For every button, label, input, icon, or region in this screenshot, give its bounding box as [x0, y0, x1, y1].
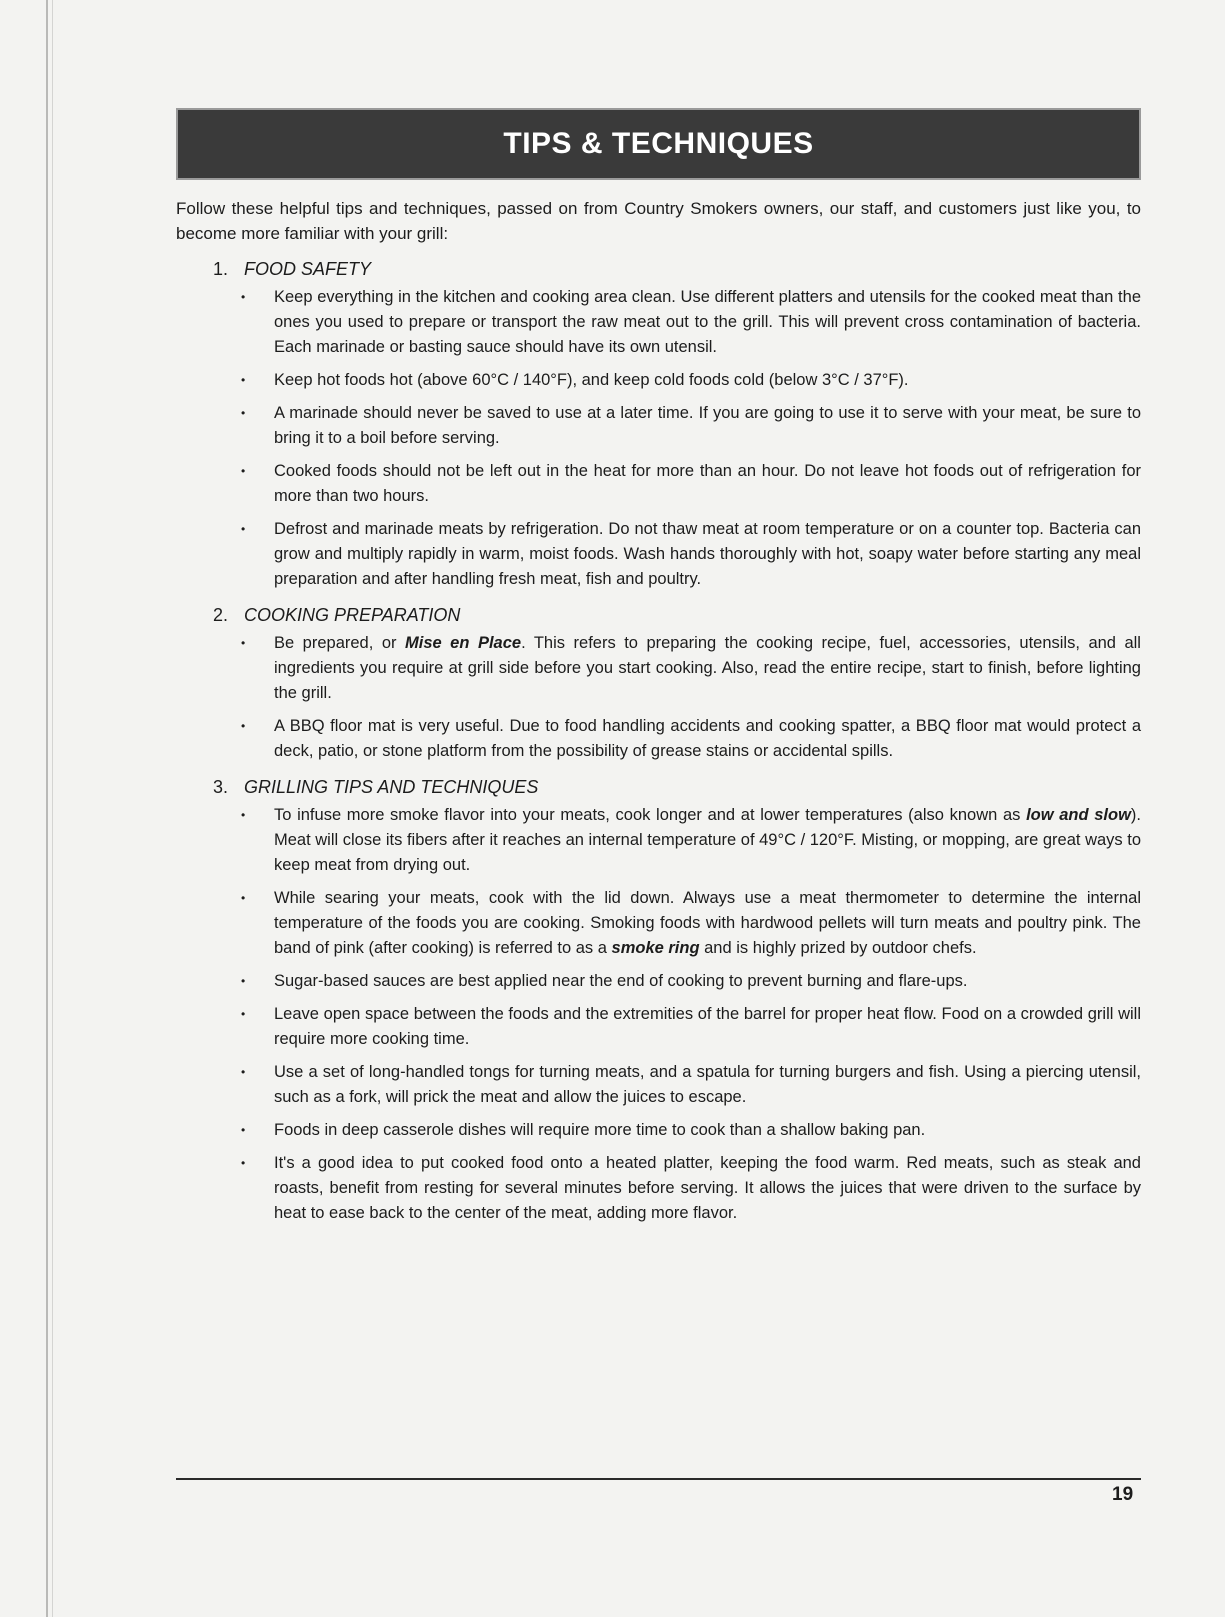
- bullet-item: [274, 886, 1141, 961]
- bullet-text: and is highly prized by outdoor chefs.: [699, 939, 977, 957]
- bullet-text: Be prepared, or: [274, 634, 405, 652]
- bullet-item: • Use a set of long-handled tongs for turning meats, and a spatula for turning burgers and fish. Using a piercing utensil, such as a fork, will prick the meat and allow the juices to escape.: [274, 1060, 1141, 1110]
- section-number: 1.: [213, 259, 229, 279]
- bullet-item: • A BBQ floor mat is very useful. Due to food handling accidents and cooking spatter, a BBQ floor mat would protect a deck, patio, or stone platform from the possibility of grease stains or accidental spills.: [274, 714, 1141, 764]
- bullet-item: [274, 631, 1141, 706]
- bullet-item: [274, 803, 1141, 878]
- bullet-text: . This refers to preparing the cooking recipe, fuel, accessories, utensils, and all ingredients you require at grill side before you start cooking. Also, read the entire recipe, start to finish, before lighting the grill.: [274, 634, 1141, 702]
- bullet-list: [176, 803, 1141, 1226]
- page-title: TIPS & TECHNIQUES: [503, 127, 814, 160]
- section: [176, 774, 1141, 1226]
- bullet-item: • It's a good idea to put cooked food onto a heated platter, keeping the food warm. Red meats, such as steak and roasts, benefit from resting for several minutes before serving. It allows the juices that were driven to the surface by heat to ease back to the center of the meat, adding more flavor.: [274, 1151, 1141, 1226]
- title-banner: [176, 108, 1141, 180]
- section-heading: [213, 774, 1141, 800]
- section-title: FOOD SAFETY: [244, 259, 372, 279]
- bullet-list: [176, 631, 1141, 764]
- emphasized-term: low and slow: [1026, 806, 1131, 824]
- bullet-item: • Foods in deep casserole dishes will require more time to cook than a shallow baking pan.: [274, 1118, 1141, 1143]
- section-number: 2.: [213, 605, 229, 625]
- section: [176, 602, 1141, 764]
- bullet-item: • Cooked foods should not be left out in the heat for more than an hour. Do not leave hot foods out of refrigeration for more than two hours.: [274, 459, 1141, 509]
- sections-list: [176, 256, 1141, 1226]
- bullet-item: • Keep hot foods hot (above 60°C / 140°F), and keep cold foods cold (below 3°C / 37°F).: [274, 368, 1141, 393]
- binding-edge: [46, 0, 48, 1617]
- section-title: COOKING PREPARATION: [244, 605, 461, 625]
- section: [176, 256, 1141, 592]
- section-title: GRILLING TIPS AND TECHNIQUES: [244, 777, 539, 797]
- section-heading: [213, 602, 1141, 628]
- bullet-item: • Defrost and marinade meats by refrigeration. Do not thaw meat at room temperature or on a counter top. Bacteria can grow and multiply rapidly in warm, moist foods. Wash hands thoroughly with hot, soapy water before starting any meal preparation and after handling fresh meat, fish and poultry.: [274, 517, 1141, 592]
- footer-rule: [176, 1478, 1141, 1480]
- page-content: [176, 108, 1141, 1234]
- intro-paragraph: Follow these helpful tips and techniques, passed on from Country Smokers owners, our staff, and customers just like you, to become more familiar with your grill:: [176, 199, 1141, 243]
- section-heading: [213, 256, 1141, 282]
- bullet-item: • A marinade should never be saved to use at a later time. If you are going to use it to serve with your meat, be sure to bring it to a boil before serving.: [274, 401, 1141, 451]
- emphasized-term: Mise en Place: [405, 634, 522, 652]
- bullet-list: [176, 285, 1141, 592]
- binding-edge-shadow: [52, 0, 53, 1617]
- bullet-text: While searing your meats, cook with the lid down. Always use a meat thermometer to determine the internal temperature of the foods you are cooking. Smoking foods with hardwood pellets will turn meats and poultry pink. The band of pink (after cooking) is referred to as a: [274, 889, 1141, 957]
- bullet-item: • Leave open space between the foods and the extremities of the barrel for proper heat flow. Food on a crowded grill will require more cooking time.: [274, 1002, 1141, 1052]
- bullet-item: • Keep everything in the kitchen and cooking area clean. Use different platters and utensils for the cooked meat than the ones you used to prepare or transport the raw meat out to the grill. This will prevent cross contamination of bacteria. Each marinade or basting sauce should have its own utensil.: [274, 285, 1141, 360]
- bullet-item: • Sugar-based sauces are best applied near the end of cooking to prevent burning and flare-ups.: [274, 969, 1141, 994]
- section-number: 3.: [213, 777, 229, 797]
- page-number: 19: [1112, 1484, 1134, 1505]
- bullet-text: ). Meat will close its fibers after it reaches an internal temperature of 49°C / 120°F. Misting, or mopping, are great ways to keep meat from drying out.: [274, 806, 1142, 874]
- bullet-text: To infuse more smoke flavor into your meats, cook longer and at lower temperatures (also known as: [274, 806, 1027, 824]
- emphasized-term: smoke ring: [611, 939, 700, 957]
